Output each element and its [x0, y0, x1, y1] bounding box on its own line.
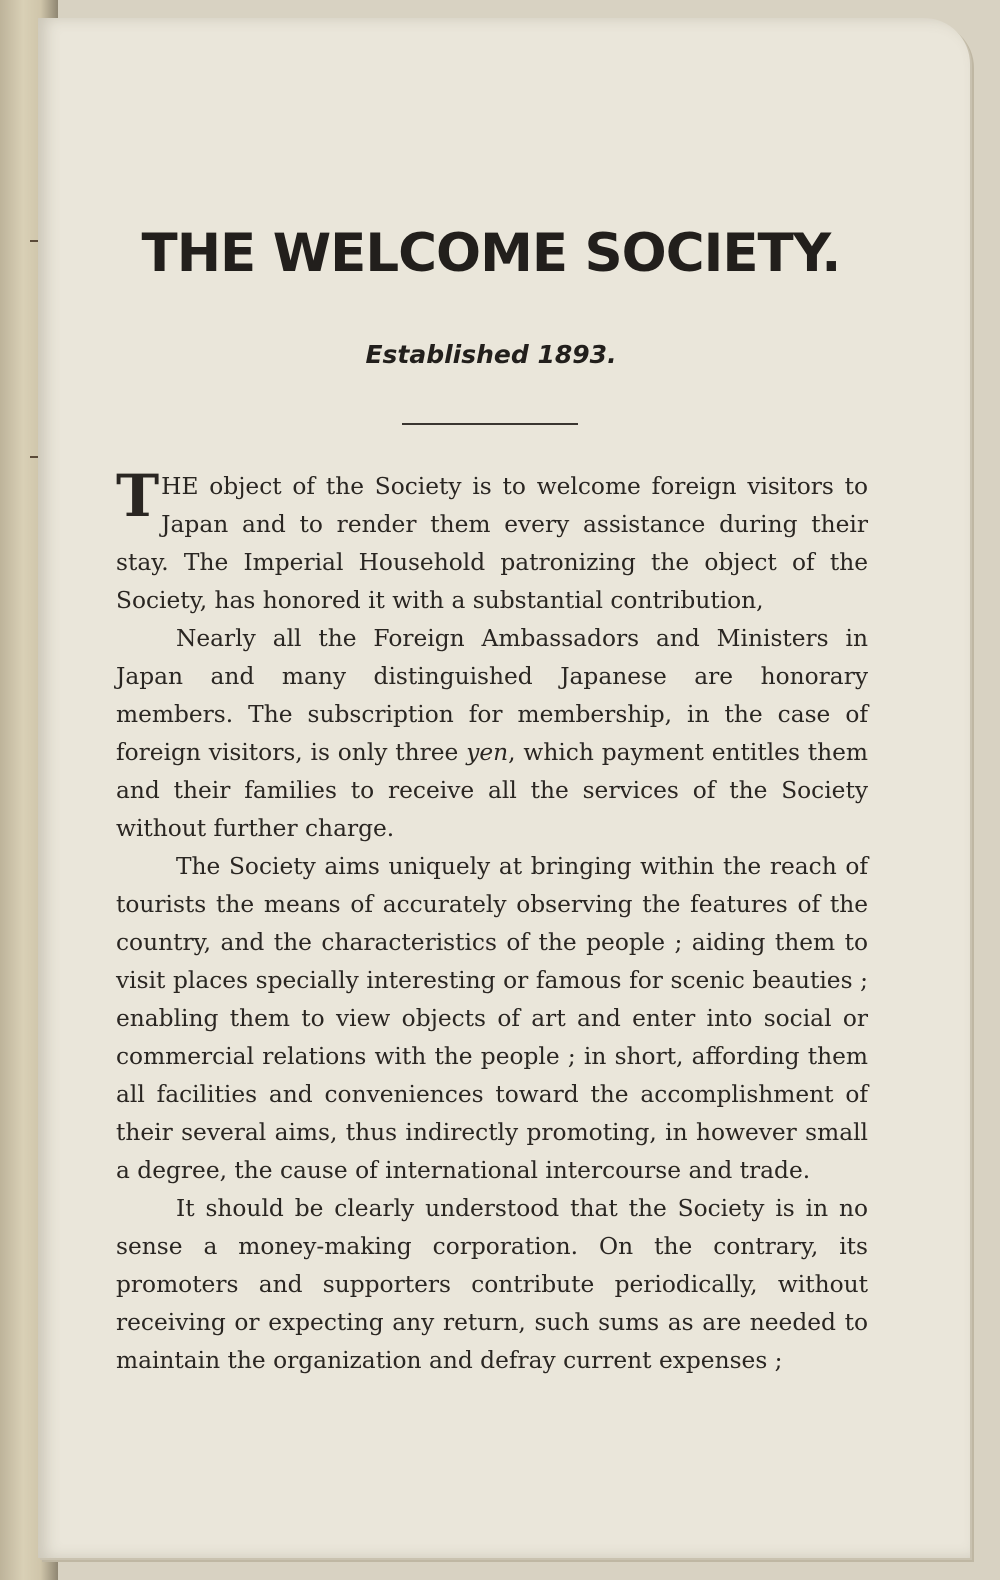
paragraph-1-text: HE object of the Society is to welcome foreign visitors to Japan and to render them every assistance during their stay. The Imperial Household patronizing the object of the Society, has honored it with a substantial contribution,	[116, 473, 868, 614]
paragraph-2-text-after: , which payment entitles them and their families to receive all the services of the Society without further charge.	[116, 739, 869, 842]
established-line: Established 1893.	[365, 340, 617, 369]
body-text	[116, 462, 869, 1380]
paragraph-2-text-before: Nearly all the Foreign Ambassadors and Ministers in Japan and many distinguished Japanese are honorary members. The subscription for membership, in the case of foreign visitors, is only three	[116, 625, 868, 766]
paragraph-2	[116, 620, 868, 848]
paragraph-1	[116, 462, 868, 620]
book-page	[38, 18, 970, 1558]
page-title: THE WELCOME SOCIETY.	[141, 223, 841, 284]
title-divider	[402, 423, 578, 425]
paragraph-3: The Society aims uniquely at bringing within the reach of tourists the means of accurately observing the features of the country, and the characteristics of the people ; aiding them to visit places specially interesting or famous for scenic beauties ; enabling them to view objects of art and enter into social or commercial relations with the people ; in short, affording them all facilities and conveniences toward the accomplishment of their several aims, thus indirectly promoting, in however small a degree, the cause of international intercourse and trade.	[116, 853, 868, 1184]
paragraph-2-italic-word: yen	[466, 739, 509, 766]
paragraph-4: It should be clearly understood that the Society is in no sense a money-making corporation. On the contrary, its promoters and supporters contribute periodically, without receiving or expecting any return, such sums as are needed to maintain the organization and defray current expenses ;	[116, 1195, 868, 1374]
drop-cap: T	[116, 462, 160, 530]
